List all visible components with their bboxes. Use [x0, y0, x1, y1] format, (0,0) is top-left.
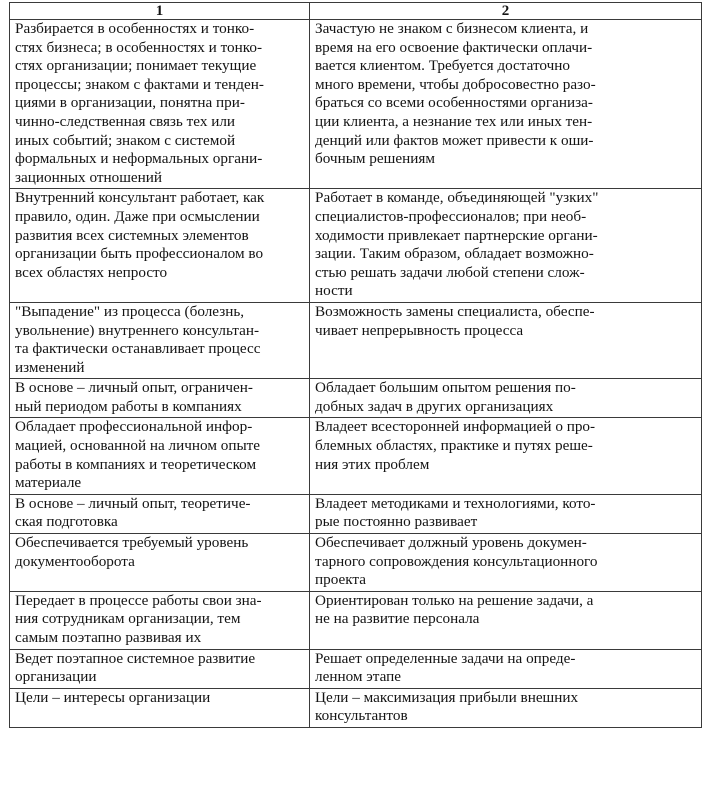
cell-text-line: Зачастую не знаком с бизнесом клиента, и	[315, 20, 589, 37]
external-consultant-cell	[310, 189, 702, 303]
external-consultant-cell	[310, 20, 702, 189]
cell-text-line: Владеет методиками и технологиями, кото-	[315, 494, 596, 512]
cell-text-line: Цели – максимизация прибыли внешних	[315, 688, 579, 706]
cell-text-line: увольнение) внутреннего консультан-	[15, 321, 260, 339]
external-consultant-cell	[310, 534, 702, 592]
cell-text-line: стях бизнеса; в особенностях и тонко-	[15, 38, 263, 56]
cell-text-line: Обладает профессиональной инфор-	[15, 418, 253, 436]
cell-text-line: Обладает большим опытом решения по-	[315, 379, 576, 397]
cell-text-line: Разбирается в особенностях и тонко-	[15, 20, 255, 37]
cell-text-line: Обеспечивается требуемый уровень	[15, 534, 249, 552]
internal-consultant-cell	[10, 379, 310, 418]
external-consultant-cell	[310, 494, 702, 533]
cell-text-line: ный периодом работы в компаниях	[15, 397, 242, 415]
table-row	[10, 189, 702, 303]
cell-text-line: время на его освоение фактически оплачи-	[315, 38, 593, 56]
external-consultant-cell	[310, 302, 702, 378]
cell-text-line: ская подготовка	[15, 513, 118, 531]
cell-text-line: денций или фактов может привести к оши-	[315, 131, 594, 149]
cell-text-line: Внутренний консультант работает, как	[15, 189, 265, 207]
cell-text-line: бочным решениям	[315, 150, 435, 168]
cell-text-line: проекта	[315, 571, 366, 589]
cell-text-line: мацией, основанной на личном опыте	[15, 437, 261, 455]
internal-consultant-cell	[10, 418, 310, 494]
cell-text-line: добных задач в других организациях	[315, 397, 554, 415]
cell-text-line: Ведет поэтапное системное развитие	[15, 649, 256, 667]
cell-text-line: ности	[315, 282, 353, 300]
internal-consultant-cell	[10, 534, 310, 592]
cell-text-line: тарного сопровождения консультационного	[315, 552, 598, 570]
internal-consultant-cell	[10, 302, 310, 378]
cell-text-line: циями в организации, понятна при-	[15, 94, 245, 112]
table-row	[10, 494, 702, 533]
cell-text-line: Владеет всесторонней информацией о про-	[315, 418, 596, 436]
external-consultant-cell	[310, 649, 702, 688]
cell-text-line: материале	[15, 474, 82, 492]
cell-text-line: ции клиента, а незнание тех или иных тен-	[315, 112, 593, 130]
cell-text-line: стью решать задачи любой степени слож-	[315, 263, 585, 281]
cell-text-line: вается клиентом. Требуется достаточно	[315, 57, 570, 75]
cell-text-line: ния сотрудникам организации, тем	[15, 610, 241, 628]
table-row	[10, 20, 702, 189]
table-row	[10, 302, 702, 378]
cell-text-line: Передает в процессе работы свои зна-	[15, 591, 262, 609]
external-consultant-cell	[310, 591, 702, 649]
cell-text-line: консультантов	[315, 707, 408, 725]
cell-text-line: Работает в команде, объединяющей "узких"	[315, 189, 599, 207]
cell-text-line: Цели – интересы организации	[15, 688, 211, 706]
cell-text-line: формальных и неформальных органи-	[15, 150, 263, 168]
cell-text-line: чивает непрерывность процесса	[315, 321, 524, 339]
cell-text-line: организации быть профессионалом во	[15, 245, 264, 263]
table-header-row	[10, 3, 702, 20]
cell-text-line: правило, один. Даже при осмыслении	[15, 207, 260, 225]
cell-text-line: специалистов-профессионалов; при необ-	[315, 207, 587, 225]
table-row	[10, 534, 702, 592]
cell-text-line: блемных областях, практике и путях реше-	[315, 437, 593, 455]
cell-text-line: зационных отношений	[15, 168, 163, 186]
cell-text-line: много времени, чтобы добросовестно разо-	[315, 75, 596, 93]
cell-text-line: иных событий; знаком с системой	[15, 131, 236, 149]
table-row	[10, 591, 702, 649]
cell-text-line: браться со всеми особенностями организа-	[315, 94, 593, 112]
column-header-2: 2	[310, 3, 702, 20]
table-row	[10, 688, 702, 727]
cell-text-line: Решает определенные задачи на опреде-	[315, 649, 576, 667]
cell-text-line: организации	[15, 668, 97, 686]
cell-text-line: В основе – личный опыт, ограничен-	[15, 379, 253, 397]
internal-consultant-cell	[10, 591, 310, 649]
internal-consultant-cell	[10, 494, 310, 533]
cell-text-line: процессы; знаком с фактами и тенден-	[15, 75, 264, 93]
cell-text-line: та фактически останавливает процесс	[15, 340, 261, 358]
internal-consultant-cell	[10, 20, 310, 189]
cell-text-line: изменений	[15, 358, 85, 376]
cell-text-line: ния этих проблем	[315, 455, 430, 473]
cell-text-line: Возможность замены специалиста, обеспе-	[315, 302, 595, 320]
cell-text-line: не на развитие персонала	[315, 610, 480, 628]
cell-text-line: В основе – личный опыт, теоретиче-	[15, 494, 251, 512]
cell-text-line: чинно-следственная связь тех или	[15, 112, 236, 130]
table-row	[10, 379, 702, 418]
cell-text-line: "Выпадение" из процесса (болезнь,	[15, 302, 245, 320]
cell-text-line: документооборота	[15, 552, 135, 570]
cell-text-line: Обеспечивает должный уровень докумен-	[315, 534, 587, 552]
cell-text-line: всех областях непросто	[15, 263, 168, 281]
cell-text-line: ленном этапе	[315, 668, 402, 686]
cell-text-line: работы в компаниях и теоретическом	[15, 455, 257, 473]
cell-text-line: ходимости привлекает партнерские органи-	[315, 226, 598, 244]
external-consultant-cell	[310, 418, 702, 494]
cell-text-line: развития всех системных элементов	[15, 226, 249, 244]
comparison-table	[9, 2, 702, 728]
column-header-1: 1	[10, 3, 310, 20]
internal-consultant-cell	[10, 688, 310, 727]
cell-text-line: самым поэтапно развивая их	[15, 629, 202, 646]
internal-consultant-cell	[10, 649, 310, 688]
cell-text-line: Ориентирован только на решение задачи, а	[315, 591, 594, 609]
internal-consultant-cell	[10, 189, 310, 303]
table-row	[10, 418, 702, 494]
cell-text-line: рые постоянно развивает	[315, 513, 478, 531]
cell-text-line: зации. Таким образом, обладает возможно-	[315, 245, 594, 263]
external-consultant-cell	[310, 379, 702, 418]
cell-text-line: стях организации; понимает текущие	[15, 57, 257, 75]
external-consultant-cell	[310, 688, 702, 727]
table-row	[10, 649, 702, 688]
